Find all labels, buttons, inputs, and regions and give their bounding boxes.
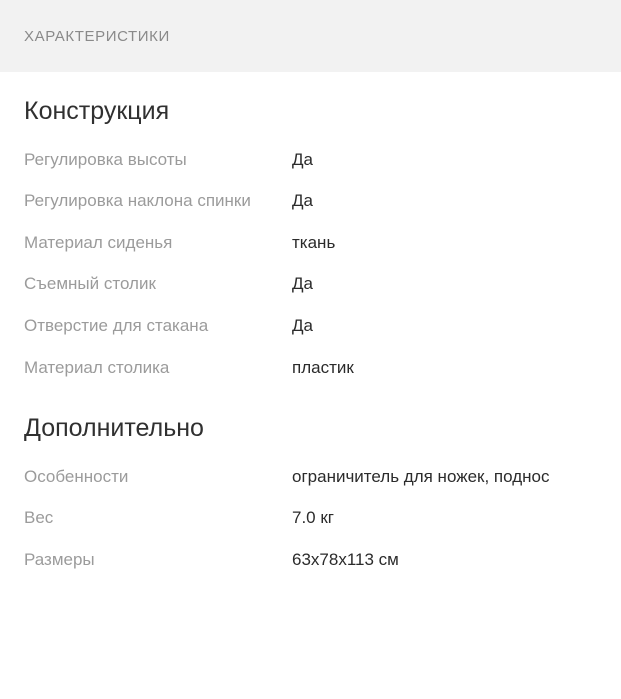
specifications-header (0, 0, 621, 72)
table-row (24, 348, 597, 390)
section-additional (24, 415, 597, 581)
spec-label: Материал столика (24, 357, 170, 377)
spec-value: 63x78x113 см (292, 550, 399, 570)
spec-label: Особенности (24, 466, 129, 486)
section-title: Конструкция (24, 97, 170, 125)
table-row (24, 457, 597, 499)
spec-value: пластик (292, 357, 354, 377)
spec-value: Да (292, 274, 313, 294)
table-row (24, 223, 597, 265)
spec-label: Регулировка высоты (24, 149, 187, 169)
table-row (24, 540, 597, 582)
spec-label: Съемный столик (24, 274, 156, 294)
spec-label: Размеры (24, 550, 95, 570)
table-row (24, 498, 597, 540)
spec-value: 7.0 кг (292, 508, 334, 528)
table-row (24, 306, 597, 348)
page-title: ХАРАКТЕРИСТИКИ (24, 27, 170, 45)
table-row (24, 264, 597, 306)
spec-value: ткань (292, 232, 336, 252)
spec-value: ограничитель для ножек, поднос (292, 466, 550, 486)
spec-label: Отверстие для стакана (24, 316, 209, 336)
section-construction (24, 98, 597, 389)
spec-value: Да (292, 191, 313, 211)
table-row (24, 181, 597, 223)
spec-label: Регулировка наклона спинки (24, 191, 251, 211)
specifications-content (0, 98, 621, 582)
table-row (24, 140, 597, 182)
spec-value: Да (292, 149, 313, 169)
spec-label: Вес (24, 508, 54, 528)
section-title: Дополнительно (24, 414, 204, 443)
spec-value: Да (292, 316, 313, 336)
spec-label: Материал сиденья (24, 232, 173, 252)
